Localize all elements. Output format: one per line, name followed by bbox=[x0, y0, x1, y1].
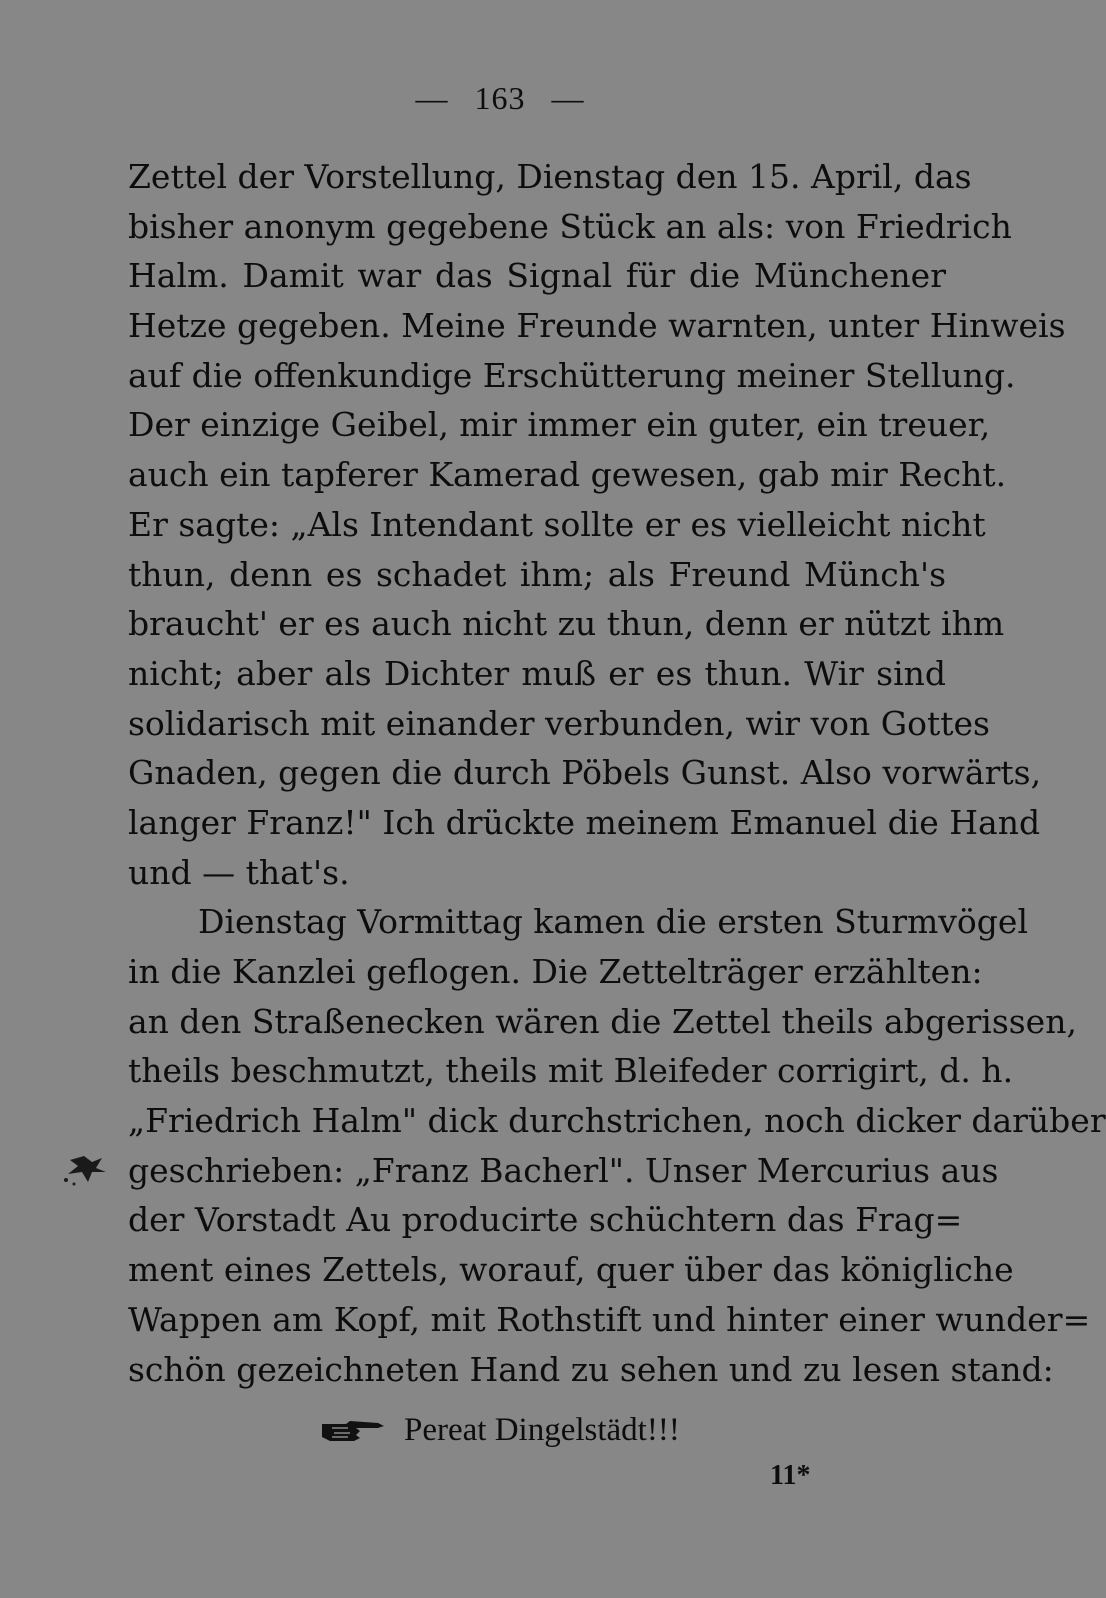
text-line: Gnaden, gegen die durch Pöbels Gunst. Also vorwärts, bbox=[128, 753, 1042, 793]
text-line: langer Franz!" Ich drückte meinem Emanuel die Hand bbox=[128, 802, 1041, 842]
text-line: theils beschmutzt, theils mit Bleifeder corrigirt, d. h. bbox=[128, 1051, 1014, 1091]
text-line: Halm. Damit war das Signal für die Münchener bbox=[128, 256, 946, 296]
text-line: bisher anonym gegebene Stück an als: von Friedrich bbox=[128, 206, 1012, 246]
text-line: Er sagte: „Als Intendant sollte er es vielleicht nicht bbox=[128, 504, 986, 544]
text-line: solidarisch mit einander verbunden, wir von Gottes bbox=[128, 703, 990, 743]
page-number-value: 163 bbox=[474, 80, 526, 116]
text-line: Hetze gegeben. Meine Freunde warnten, unter Hinweis bbox=[128, 306, 1066, 346]
signature-mark: 11* bbox=[770, 1460, 811, 1491]
body-text bbox=[128, 152, 1106, 1394]
page-number-dash-left: — bbox=[415, 80, 449, 116]
page-number bbox=[0, 80, 1000, 117]
text-line: auch ein tapferer Kamerad gewesen, gab mir Recht. bbox=[128, 455, 1007, 495]
pointing-hand-icon bbox=[320, 1418, 386, 1444]
text-line: und — that's. bbox=[128, 852, 350, 892]
text-line: auf die offenkundige Erschütterung meiner Stellung. bbox=[128, 355, 1016, 395]
text-line: nicht; aber als Dichter muß er es thun. Wir sind bbox=[128, 653, 946, 693]
text-line: Wappen am Kopf, mit Rothstift und hinter einer wunder= bbox=[128, 1299, 1091, 1339]
margin-ink-mark-icon bbox=[62, 1150, 112, 1190]
text-line: Zettel der Vorstellung, Dienstag den 15. April, das bbox=[128, 157, 972, 196]
text-line: braucht' er es auch nicht zu thun, denn er nützt ihm bbox=[128, 604, 1005, 644]
text-line: Der einzige Geibel, mir immer ein guter, ein treuer, bbox=[128, 405, 991, 445]
text-line: der Vorstadt Au producirte schüchtern das Frag= bbox=[128, 1200, 963, 1240]
text-line: an den Straßenecken wären die Zettel theils abgerissen, bbox=[128, 1001, 1077, 1041]
text-line: Dienstag Vormittag kamen die ersten Sturmvögel bbox=[198, 902, 1028, 942]
text-line: geschrieben: „Franz Bacherl". Unser Mercurius aus bbox=[128, 1150, 999, 1190]
text-line: ment eines Zettels, worauf, quer über das königliche bbox=[128, 1250, 1014, 1290]
text-line: „Friedrich Halm" dick durchstrichen, noch dicker darüber bbox=[128, 1101, 1106, 1141]
text-line: in die Kanzlei geflogen. Die Zettelträger erzählten: bbox=[128, 952, 983, 991]
pereat-text: Pereat Dingelstädt!!! bbox=[404, 1412, 680, 1448]
text-line: thun, denn es schadet ihm; als Freund Münch's bbox=[128, 554, 946, 594]
text-line: schön gezeichneten Hand zu sehen und zu lesen stand: bbox=[128, 1349, 1054, 1389]
page-number-dash-right: — bbox=[551, 80, 585, 116]
quoted-inscription bbox=[320, 1412, 680, 1449]
